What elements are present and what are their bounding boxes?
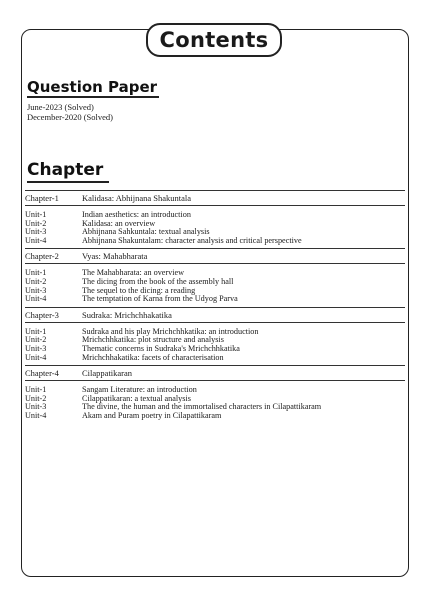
- chapter-row[interactable]: [25, 248, 405, 264]
- unit-title: The dicing from the book of the assembly hall: [82, 276, 234, 286]
- question-paper-underline: [27, 96, 159, 98]
- unit-label: Unit-4: [25, 352, 47, 362]
- chapter-title: Sudraka: Mrichchhakatika: [82, 309, 172, 320]
- chapter-label: Chapter-2: [25, 251, 59, 262]
- page-title: Contents: [159, 28, 269, 52]
- unit-title: Sangam Literature: an introduction: [82, 385, 197, 395]
- unit-label: Unit-4: [25, 410, 47, 420]
- unit-label: Unit-3: [25, 285, 47, 295]
- unit-label: Unit-3: [25, 343, 47, 353]
- chapter-title: Kalidasa: Abhijnana Shakuntala: [82, 193, 192, 203]
- unit-label: Unit-2: [25, 276, 47, 286]
- unit-label: Unit-1: [25, 326, 47, 336]
- unit-label: Unit-1: [25, 210, 47, 219]
- question-paper-item[interactable]: December-2020 (Solved): [27, 112, 113, 122]
- unit-label: Unit-2: [25, 218, 47, 228]
- unit-row[interactable]: [25, 354, 405, 363]
- unit-label: Unit-2: [25, 393, 47, 403]
- unit-list: [25, 381, 405, 423]
- unit-title: Abhijnana Sahkuntala: textual analysis: [82, 227, 210, 237]
- unit-label: Unit-3: [25, 402, 47, 412]
- unit-row[interactable]: [25, 237, 405, 246]
- chapter-label: Chapter-1: [25, 193, 59, 203]
- question-paper-list: [27, 102, 113, 122]
- unit-list: [25, 264, 405, 306]
- unit-title: The divine, the human and the immortalised characters in Cilapattikaram: [82, 402, 322, 412]
- unit-title: Indian aesthetics: an introduction: [82, 210, 191, 219]
- unit-label: Unit-2: [25, 335, 47, 345]
- unit-row[interactable]: [25, 412, 405, 421]
- unit-title: Akam and Puram poetry in Cilapattikaram: [82, 410, 222, 420]
- question-paper-heading: Question Paper: [27, 78, 158, 96]
- unit-title: Cilappatikaran: a textual analysis: [82, 393, 191, 403]
- unit-title: The Mahabharata: an overview: [82, 268, 185, 278]
- unit-list: [25, 323, 405, 365]
- unit-title: Abhijnana Shakuntalam: character analysis and critical perspective: [82, 235, 302, 245]
- unit-title: Sudraka and his play Mrichchhkatika: an introduction: [82, 326, 259, 336]
- unit-title: Thematic concerns in Sudraka's Mrichchhkatika: [82, 343, 240, 353]
- chapter-title: Vyas: Mahabharata: [82, 251, 148, 262]
- chapter-row[interactable]: [25, 190, 405, 206]
- unit-label: Unit-4: [25, 235, 47, 245]
- chapter-row[interactable]: [25, 307, 405, 323]
- chapter-underline: [27, 181, 109, 183]
- unit-list: [25, 206, 405, 248]
- chapter-heading: Chapter: [27, 160, 104, 180]
- unit-label: Unit-4: [25, 294, 47, 304]
- chapter-label: Chapter-3: [25, 309, 59, 320]
- table-of-contents: [25, 190, 405, 424]
- unit-label: Unit-1: [25, 268, 47, 278]
- unit-row[interactable]: [25, 295, 405, 304]
- question-paper-item[interactable]: June-2023 (Solved): [27, 102, 94, 112]
- chapter-row[interactable]: [25, 365, 405, 381]
- contents-title-badge: [146, 23, 282, 57]
- unit-label: Unit-3: [25, 227, 47, 237]
- unit-title: The temptation of Karna from the Udyog Parva: [82, 294, 238, 304]
- chapter-title: Cilappatikaran: [82, 368, 133, 379]
- unit-label: Unit-1: [25, 385, 47, 395]
- unit-title: Kalidasa: an overview: [82, 218, 156, 228]
- unit-title: Mrichchhkatika: plot structure and analysis: [82, 335, 224, 345]
- unit-title: The sequel to the dicing: a reading: [82, 285, 196, 295]
- chapter-label: Chapter-4: [25, 368, 59, 379]
- unit-title: Mrichchhakatika: facets of characterisation: [82, 352, 224, 362]
